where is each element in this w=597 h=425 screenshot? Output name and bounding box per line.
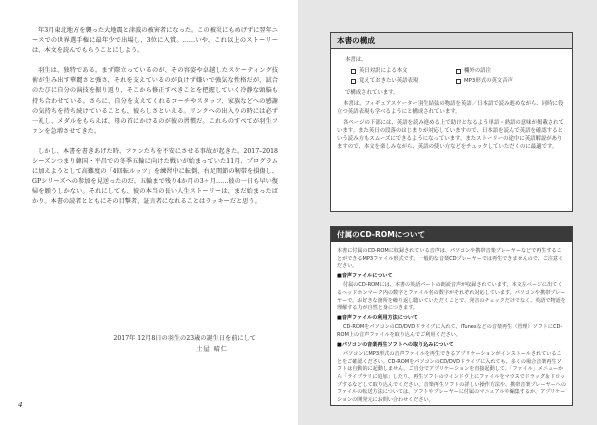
checkbox-item <box>351 77 456 85</box>
cdrom-lead: 本書に付属のCD-ROMに収録されている音声は、パソコンや携帯音楽プレーヤーなどで再生することができるMP3ファイル形式です。一般的な音楽CDプレーヤーでは再生できませんので、ご注意ください。 <box>337 248 564 270</box>
signature-date: 2017年 12月8日の羽生の23歳の誕生日を前にして <box>113 335 256 342</box>
paragraph: 年3月東北地方を襲った大地震と津波の被害者になった。この被災にもめげずに翌年ニースでの世界選手権に最年少で出場し、3位に入賞。……いや、これ以上のストーリーは、本文を読んでもらうことにしよう。 <box>32 27 278 55</box>
checkbox-label: 覚えておきたい英語表現 <box>359 78 419 85</box>
checkbox-label: 欄外の語注 <box>464 68 491 75</box>
checkbox-icon <box>456 79 461 84</box>
section-heading: ■パソコンの音楽再生ソフトへの取り込みについて <box>337 341 454 348</box>
checkbox-item <box>351 67 456 75</box>
section-text: CD-ROMをパソコンのCD/DVDドライブに入れて、iTunesなどの音楽再生（管理）ソフトにCD-ROM上の音声ファイルを取り込んでご利用ください。 <box>337 324 563 338</box>
paragraph: 羽生は、独特である。まず際立っているのが、その容姿や卓越したスケーティング技術が生み出す華麗さと強さ、それを支えているのが負けず嫌いで強気な性格だが、試合のたびに自分の演技を振り返り、そこから修正すべきことを把握していく冷静な頭脳も持ち合わせている。さらに、自分を支えてくれるコーチやスタッフ、家族などへの感謝の気持ちを持ち続けていることも、彼らしさといえる。リンクへの出入りの時には必ず一礼し、メダルをもらえば、母の首にかけるのが彼の習慣だ。これらのすべてが羽生ファンを急増させてきた。 <box>32 67 278 135</box>
paragraph: しかし、本書を書きあげた時、ファンたちを不安にさせる事故が起きた。2017–2018シーズンつまり韓国・平昌での冬季五輪に向けた戦いが始まっていた11月、プログラムに加えようとして高難度の「4回転ルッツ」を練習中に転倒、右足関節の靭帯を損傷し、GPシリーズへの参加を見送ったのだ。五輪まで残り4か月の3ヶ月……彼の一日も早い復帰を願うしかない。それにしても、彼の本当の長い人生ストーリーは、まだ始まったばかり。本書の読者とともにその目撃者、証言者になれることはラッキーだと思う。 <box>32 147 278 206</box>
checkbox-icon <box>351 69 356 74</box>
signature-author: 土屋 晴仁 <box>196 345 228 353</box>
checkbox-label: 英日対訳による本文 <box>359 68 408 75</box>
structure-paragraph: 本書は、フィギュアスケーター羽生結弦の物語を英語／日本語で読み進めながら、同時に役立つ英語表現も学べるようにと構成されています。 <box>337 101 564 116</box>
cdrom-box-content <box>331 242 572 408</box>
section-heading: ■音声ファイルについて <box>337 272 393 279</box>
section-heading: ■音声ファイルの利用方法について <box>337 314 419 321</box>
structure-outro: で構成されています。 <box>345 90 399 97</box>
structure-box <box>330 32 573 212</box>
cdrom-box-title: 付属のCD-ROMについて <box>331 227 572 242</box>
checkbox-list <box>351 67 561 85</box>
checkbox-label: MP3形式の英文音声 <box>464 78 514 85</box>
section-text: パソコンにMP3形式の音声ファイルを再生できるアプリケーションがインストールされていることをご確認ください。CD-ROMをパソコンのCD/DVDドライブに入れても、多くの場合音楽再生ソフトは自動的に起動しません。ご自分でアプリケーションを直接起動して、「ファイル」メニューから「ライブラリに追加」したり、再生ソフトのウインドウ上にファイルをマウスでドラッグ＆ドロップするなどして取り込んでください。音楽再生ソフトの詳しい操作方法や、携帯音楽プレーヤーへのファイルの転送方法については、ソフトやプレーヤーに付属のマニュアルや編集するか、アプリケーションの開発元にお問い合わせください。 <box>337 351 566 403</box>
structure-box-content <box>331 49 572 155</box>
cdrom-box <box>330 226 573 406</box>
checkbox-icon <box>351 79 356 84</box>
section-text: 付属のCD-ROMには、本書の英語パートの朗読音声が収録されています。本文左ページに出てくるヘッドホンマーク内の数字とファイル名の数字がそれぞれ対応しています。パソコンや携帯プレーヤーで、お好きな箇所を繰り返し聴いていただくことで、発音のチェックだけでなく、英語で物語を理解する力が自然と身につきます。 <box>337 282 566 312</box>
checkbox-icon <box>456 69 461 74</box>
structure-box-title: 本書の構成 <box>331 33 572 49</box>
page-number: 4 <box>18 401 23 409</box>
structure-intro: 本書は、 <box>345 57 367 63</box>
left-page <box>0 0 298 425</box>
checkbox-item <box>456 77 561 85</box>
signature-block <box>32 334 278 355</box>
body-text <box>32 26 278 218</box>
checkbox-item <box>456 67 561 75</box>
structure-paragraph: 各ページの下部には、英語を読み進める上で助けとなるよう単語・熟語の意味が掲載されています。また英日の段落のはじまりが対応していますので、日本語を読んで英語を確認するという読み方もスムーズにできるようになっています。またストーリーの途中に英語解説がありますので、本文を楽しみながら、英語の使い方などをチェックしていただくのに最適です。 <box>337 119 564 150</box>
